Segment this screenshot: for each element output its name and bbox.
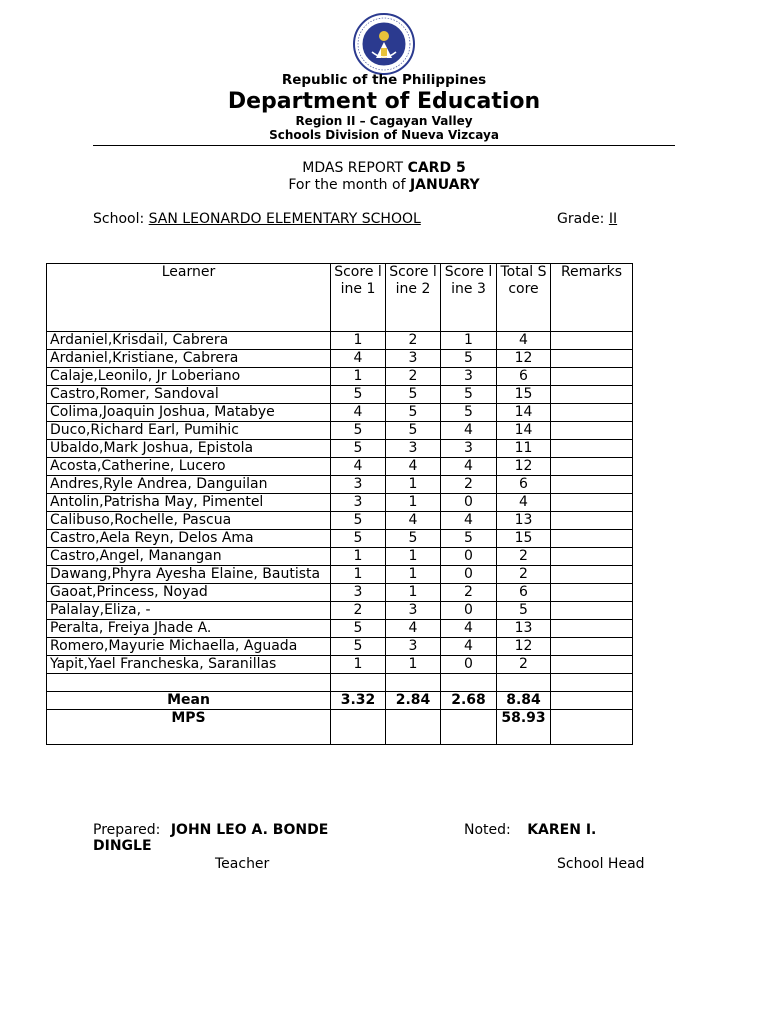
- noted-name-first: KAREN I.: [527, 822, 597, 838]
- score-line-3: 0: [441, 548, 497, 566]
- score-line-1: 5: [331, 422, 386, 440]
- scores-table-body: [47, 332, 633, 674]
- score-line-2: 1: [386, 548, 441, 566]
- total-score: 6: [497, 476, 551, 494]
- score-line-2: 3: [386, 602, 441, 620]
- header-score-line-3: Score line 3: [441, 264, 497, 332]
- score-line-3: 3: [441, 440, 497, 458]
- score-line-2: 3: [386, 638, 441, 656]
- grade-label: Grade:: [557, 211, 605, 227]
- score-line-2: 3: [386, 440, 441, 458]
- report-month-value: JANUARY: [409, 177, 480, 193]
- score-line-1: 3: [331, 476, 386, 494]
- remarks: [551, 656, 633, 674]
- score-line-1: 4: [331, 404, 386, 422]
- report-month: [0, 177, 768, 193]
- prepared-name: JOHN LEO A. BONDE: [170, 822, 329, 838]
- score-line-1: 1: [331, 332, 386, 350]
- table-row: [47, 638, 633, 656]
- score-line-3: 2: [441, 584, 497, 602]
- score-line-3: 0: [441, 602, 497, 620]
- mean-label: Mean: [47, 692, 331, 710]
- mps-row: [47, 710, 633, 745]
- score-line-1: 5: [331, 620, 386, 638]
- mean-s2: 2.84: [386, 692, 441, 710]
- table-row: [47, 512, 633, 530]
- score-line-1: 5: [331, 638, 386, 656]
- remarks: [551, 638, 633, 656]
- noted-name-last: DINGLE: [93, 838, 152, 854]
- score-line-2: 5: [386, 422, 441, 440]
- score-line-3: 4: [441, 422, 497, 440]
- score-line-1: 4: [331, 350, 386, 368]
- total-score: 14: [497, 404, 551, 422]
- remarks: [551, 476, 633, 494]
- mps-label: MPS: [47, 710, 331, 745]
- total-score: 13: [497, 620, 551, 638]
- report-month-prefix: For the month of: [288, 177, 406, 193]
- school-line: [93, 211, 421, 227]
- score-line-1: 5: [331, 530, 386, 548]
- score-line-3: 5: [441, 404, 497, 422]
- remarks: [551, 386, 633, 404]
- score-line-2: 1: [386, 656, 441, 674]
- score-line-1: 1: [331, 656, 386, 674]
- remarks: [551, 494, 633, 512]
- learner-name: Duco,Richard Earl, Pumihic: [47, 422, 331, 440]
- remarks: [551, 548, 633, 566]
- report-title: [0, 160, 768, 176]
- score-line-1: 4: [331, 458, 386, 476]
- score-line-3: 3: [441, 368, 497, 386]
- score-line-1: 5: [331, 386, 386, 404]
- learner-name: Castro,Angel, Manangan: [47, 548, 331, 566]
- header-region: Region II – Cagayan Valley: [295, 114, 473, 128]
- total-score: 15: [497, 530, 551, 548]
- score-line-2: 5: [386, 386, 441, 404]
- report-card: CARD 5: [407, 160, 466, 176]
- table-row: [47, 602, 633, 620]
- learner-name: Ardaniel,Krisdail, Cabrera: [47, 332, 331, 350]
- table-row: [47, 656, 633, 674]
- report-title-prefix: MDAS REPORT: [302, 160, 404, 176]
- score-line-2: 4: [386, 458, 441, 476]
- score-line-1: 5: [331, 440, 386, 458]
- learner-name: Gaoat,Princess, Noyad: [47, 584, 331, 602]
- table-row: [47, 476, 633, 494]
- table-row: [47, 332, 633, 350]
- score-line-1: 1: [331, 566, 386, 584]
- total-score: 15: [497, 386, 551, 404]
- score-line-3: 0: [441, 566, 497, 584]
- total-score: 12: [497, 638, 551, 656]
- mean-s3: 2.68: [441, 692, 497, 710]
- table-row: [47, 386, 633, 404]
- score-line-3: 5: [441, 350, 497, 368]
- scores-table: [46, 263, 633, 745]
- table-row: [47, 620, 633, 638]
- remarks: [551, 458, 633, 476]
- score-line-3: 0: [441, 494, 497, 512]
- learner-name: Palalay,Eliza, -: [47, 602, 331, 620]
- learner-name: Ubaldo,Mark Joshua, Epistola: [47, 440, 331, 458]
- score-line-2: 4: [386, 620, 441, 638]
- score-line-3: 2: [441, 476, 497, 494]
- noted-line: [464, 822, 596, 838]
- score-line-3: 1: [441, 332, 497, 350]
- learner-name: Castro,Aela Reyn, Delos Ama: [47, 530, 331, 548]
- learner-name: Dawang,Phyra Ayesha Elaine, Bautista: [47, 566, 331, 584]
- table-row: [47, 422, 633, 440]
- score-line-2: 2: [386, 332, 441, 350]
- score-line-2: 1: [386, 476, 441, 494]
- blank-row: [47, 674, 633, 692]
- total-score: 2: [497, 566, 551, 584]
- table-row: [47, 404, 633, 422]
- noted-label: Noted:: [464, 822, 511, 838]
- mean-s1: 3.32: [331, 692, 386, 710]
- learner-name: Calaje,Leonilo, Jr Loberiano: [47, 368, 331, 386]
- header-score-line-2: Score line 2: [386, 264, 441, 332]
- table-row: [47, 350, 633, 368]
- total-score: 4: [497, 494, 551, 512]
- score-line-1: 1: [331, 548, 386, 566]
- table-row: [47, 548, 633, 566]
- learner-name: Calibuso,Rochelle, Pascua: [47, 512, 331, 530]
- header-republic: Republic of the Philippines: [281, 72, 487, 88]
- learner-name: Romero,Mayurie Michaella, Aguada: [47, 638, 331, 656]
- score-line-2: 3: [386, 350, 441, 368]
- total-score: 6: [497, 584, 551, 602]
- remarks: [551, 404, 633, 422]
- header-remarks: Remarks: [551, 264, 633, 332]
- table-row: [47, 440, 633, 458]
- score-line-1: 5: [331, 512, 386, 530]
- score-line-1: 2: [331, 602, 386, 620]
- table-row: [47, 494, 633, 512]
- mean-total: 8.84: [497, 692, 551, 710]
- score-line-2: 1: [386, 494, 441, 512]
- learner-name: Andres,Ryle Andrea, Danguilan: [47, 476, 331, 494]
- deped-seal-logo: [352, 12, 416, 76]
- score-line-2: 1: [386, 566, 441, 584]
- header-total-score: Total Score: [497, 264, 551, 332]
- remarks: [551, 584, 633, 602]
- table-row: [47, 566, 633, 584]
- score-line-3: 4: [441, 512, 497, 530]
- learner-name: Castro,Romer, Sandoval: [47, 386, 331, 404]
- mean-remarks: [551, 692, 633, 710]
- noted-role: School Head: [557, 856, 645, 872]
- score-line-1: 3: [331, 584, 386, 602]
- total-score: 14: [497, 422, 551, 440]
- learner-name: Colima,Joaquin Joshua, Matabye: [47, 404, 331, 422]
- remarks: [551, 602, 633, 620]
- remarks: [551, 368, 633, 386]
- score-line-3: 5: [441, 386, 497, 404]
- score-line-3: 5: [441, 530, 497, 548]
- score-line-3: 4: [441, 620, 497, 638]
- score-line-2: 4: [386, 512, 441, 530]
- remarks: [551, 440, 633, 458]
- grade-value: II: [608, 211, 618, 227]
- total-score: 2: [497, 548, 551, 566]
- learner-name: Acosta,Catherine, Lucero: [47, 458, 331, 476]
- table-row: [47, 584, 633, 602]
- total-score: 6: [497, 368, 551, 386]
- school-label: School:: [93, 211, 145, 227]
- remarks: [551, 530, 633, 548]
- mean-row: [47, 692, 633, 710]
- score-line-1: 1: [331, 368, 386, 386]
- total-score: 12: [497, 350, 551, 368]
- total-score: 12: [497, 458, 551, 476]
- prepared-line: [93, 822, 328, 838]
- header-department: Department of Education: [227, 89, 541, 114]
- total-score: 5: [497, 602, 551, 620]
- score-line-3: 4: [441, 638, 497, 656]
- total-score: 2: [497, 656, 551, 674]
- learner-name: Antolin,Patrisha May, Pimentel: [47, 494, 331, 512]
- mps-total: 58.93: [497, 710, 551, 745]
- remarks: [551, 566, 633, 584]
- score-line-3: 0: [441, 656, 497, 674]
- remarks: [551, 512, 633, 530]
- score-line-2: 1: [386, 584, 441, 602]
- learner-name: Peralta, Freiya Jhade A.: [47, 620, 331, 638]
- total-score: 13: [497, 512, 551, 530]
- header-score-line-1: Score line 1: [331, 264, 386, 332]
- school-name: SAN LEONARDO ELEMENTARY SCHOOL: [148, 211, 421, 227]
- header-learner: Learner: [47, 264, 331, 332]
- header-divider: [93, 145, 675, 146]
- score-line-1: 3: [331, 494, 386, 512]
- table-row: [47, 368, 633, 386]
- remarks: [551, 422, 633, 440]
- learner-name: Yapit,Yael Francheska, Saranillas: [47, 656, 331, 674]
- header-division: Schools Division of Nueva Vizcaya: [269, 128, 499, 142]
- remarks: [551, 620, 633, 638]
- table-row: [47, 530, 633, 548]
- score-line-2: 2: [386, 368, 441, 386]
- score-line-2: 5: [386, 530, 441, 548]
- score-line-2: 5: [386, 404, 441, 422]
- prepared-label: Prepared:: [93, 822, 161, 838]
- grade-line: [557, 211, 617, 227]
- total-score: 4: [497, 332, 551, 350]
- table-row: [47, 458, 633, 476]
- total-score: 11: [497, 440, 551, 458]
- prepared-role: Teacher: [215, 856, 270, 872]
- learner-name: Ardaniel,Kristiane, Cabrera: [47, 350, 331, 368]
- score-line-3: 4: [441, 458, 497, 476]
- remarks: [551, 350, 633, 368]
- remarks: [551, 332, 633, 350]
